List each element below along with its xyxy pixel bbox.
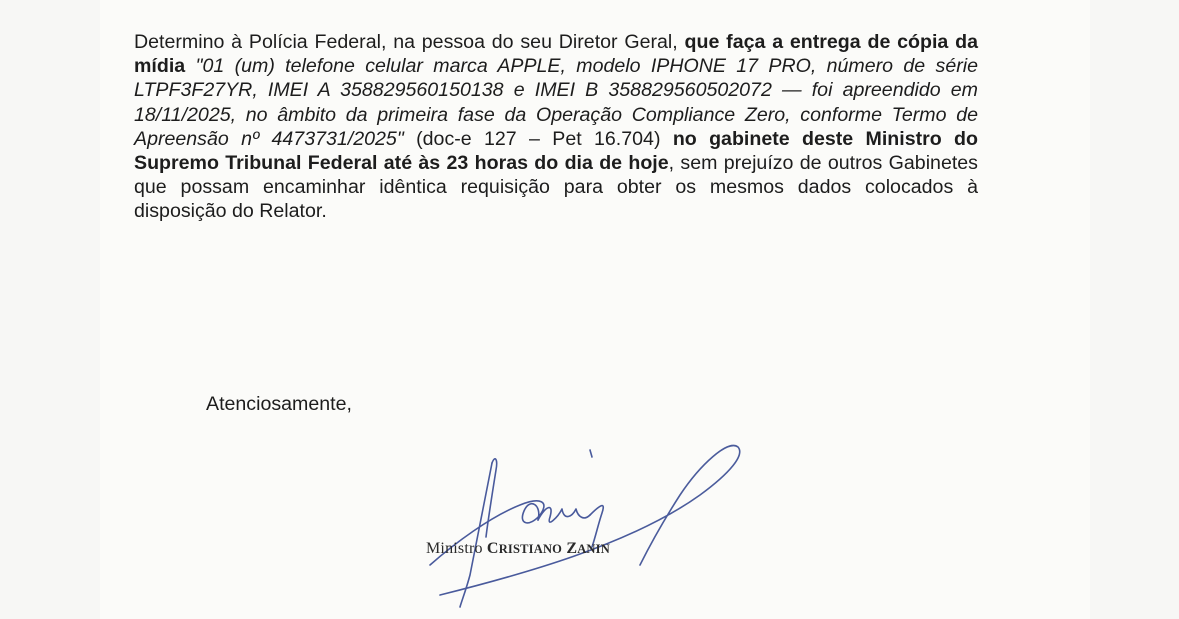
paragraph-text-3: (doc-e 127 – Pet 16.704) <box>403 127 673 150</box>
handwritten-signature <box>400 425 780 615</box>
paragraph-text-4: , sem prejuízo de outros Gabinetes que possam encaminhar idêntica requisição para obter os mesmos dados colocados à disposição do Relator. <box>134 152 978 223</box>
main-paragraph <box>134 30 978 224</box>
signatory-first-name-rest: RISTIANO <box>498 542 563 556</box>
signatory-initial-z: Z <box>566 540 578 557</box>
closing-salutation: Atenciosamente, <box>206 393 352 415</box>
paragraph-bold-2: no gabinete deste Ministro do Supremo Tribunal Federal até às 23 horas do dia de hoje <box>134 127 978 175</box>
paragraph-bold-1: que faça a entrega de cópia da mídia <box>134 31 978 78</box>
signatory-title: Ministro <box>426 540 487 557</box>
paragraph-text-2 <box>185 55 195 77</box>
signatory-initial-c: C <box>486 540 499 557</box>
signatory-last-name-rest: ANIN <box>577 542 610 556</box>
signatory-name <box>426 540 610 558</box>
paragraph-text-1: Determino à Polícia Federal, na pessoa do seu Diretor Geral, <box>134 31 685 53</box>
paragraph-quote: "01 (um) telefone celular marca APPLE, modelo IPHONE 17 PRO, número de série LTPF3F27YR, IMEI A 358829560150138 e IMEI B 358829560502072 — foi apreendido em 18/11/2025, no âmbito da primeira fase da Operação Compliance Zero, conforme Termo de Apreensão nº 4473731/2025" <box>134 55 978 150</box>
